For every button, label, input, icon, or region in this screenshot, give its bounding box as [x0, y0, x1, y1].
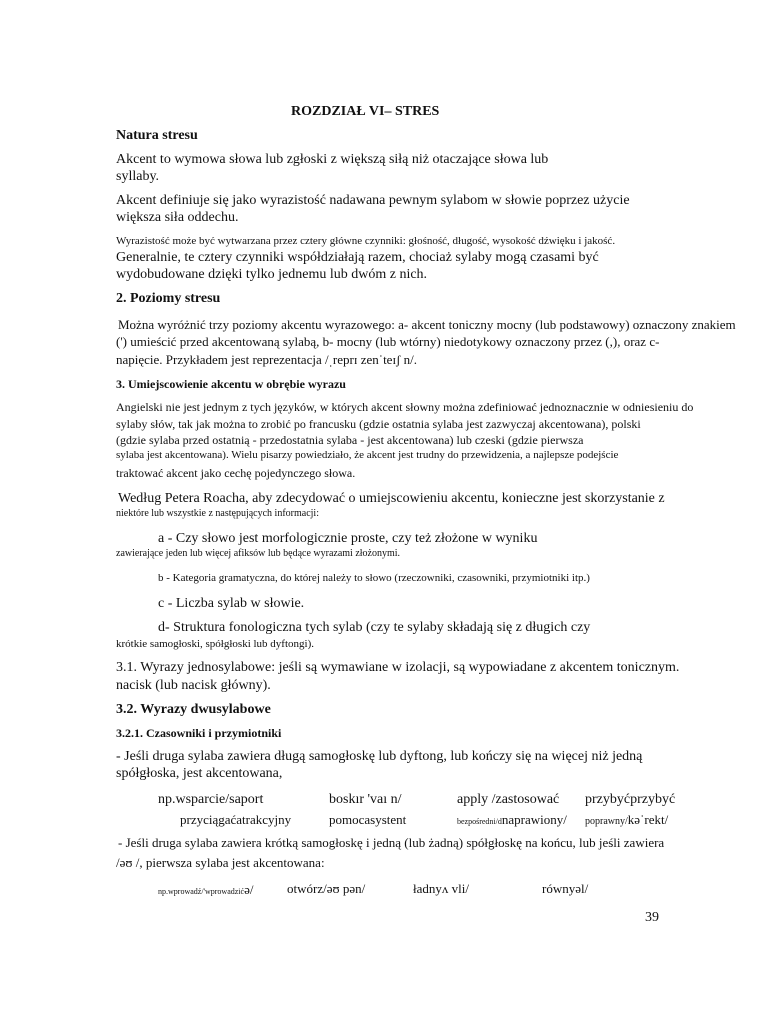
page-number: 39 — [645, 910, 659, 925]
list-item-c: c - Liczba sylab w słowie. — [158, 596, 305, 611]
paragraph-line: (gdzie sylaba przed ostatnią - przedostatnia sylaba - jest akcentowana) lub czeski (gdzie pierwsza — [116, 433, 584, 447]
example-word: otwórz/əʊ pən/ — [287, 881, 366, 896]
paragraph-line: /əʊ /, pierwsza sylaba jest akcentowana: — [116, 855, 325, 870]
list-item-d: d- Struktura fonologiczna tych sylab (czy te sylaby składają się z długich czy — [158, 620, 591, 635]
paragraph-line: - Jeśli druga sylaba zawiera krótką samogłoskę i jedną (lub żadną) spółgłoskę na końcu, lub jeśli zawiera — [118, 835, 665, 850]
section-heading-natura: Natura stresu — [116, 128, 198, 143]
paragraph-line: syllaby. — [116, 169, 160, 184]
example-word: przyciągaćatrakcyjny — [180, 812, 292, 827]
paragraph-line: 3.1. Wyrazy jednosylabowe: jeśli są wymawiane w izolacji, są wypowiadane z akcentem tonicznym. — [116, 660, 680, 675]
example-word: boskır 'vaı n/ — [329, 792, 402, 807]
example-word-small: np.wprowadź/'wprowadzić — [158, 887, 245, 896]
subsection-heading: 3.2.1. Czasowniki i przymiotniki — [116, 726, 282, 740]
example-word-small: poprawny/ — [585, 816, 628, 827]
paragraph-line: (') umieścić przed akcentowaną sylabą, b- mocny (lub wtórny) niedotykowy oznaczony przez (,), oraz c- — [116, 334, 660, 349]
example-word: apply /zastosować — [457, 792, 560, 807]
example-word: ładnyʌ vli/ — [413, 881, 469, 896]
paragraph-line: sylaba jest akcentowana). Wielu pisarzy powiedziało, że akcent jest trudny do przewidzenia, a najlepsze podejście — [116, 449, 619, 461]
example-word: np.wsparcie/saport — [158, 792, 264, 807]
paragraph-line: Angielski nie jest jednym z tych języków, w których akcent słowny można zdefiniować jednoznacznie w odniesieniu do — [116, 400, 694, 414]
section-heading-poziomy: 2. Poziomy stresu — [116, 291, 221, 306]
list-item-a-continuation: zawierające jeden lub więcej afiksów lub będące wyrazami złożonymi. — [116, 548, 401, 559]
example-word: przybyćprzybyć — [585, 792, 676, 807]
example-word — [585, 812, 668, 828]
example-word-large: naprawiony/ — [501, 812, 567, 827]
example-word — [457, 812, 567, 828]
paragraph-line: nacisk (lub nacisk główny). — [116, 678, 271, 693]
paragraph-line: Wyrazistość może być wytwarzana przez cztery główne czynniki: głośność, długość, wysokość dźwięku i jakość. — [116, 235, 616, 247]
paragraph-line: niektóre lub wszystkie z następujących informacji: — [116, 508, 319, 519]
paragraph-line: spółgłoska, jest akcentowana, — [116, 766, 283, 781]
paragraph-line: Akcent to wymowa słowa lub zgłoski z większą siłą niż otaczające słowa lub — [116, 152, 549, 167]
paragraph-line: napięcie. Przykładem jest reprezentacja /ˌreprɪ zenˈteɪʃ n/. — [116, 352, 418, 367]
section-heading-umiejscowienie: 3. Umiejscowienie akcentu w obrębie wyrazu — [116, 377, 346, 391]
list-item-d-continuation: krótkie samogłoski, spółgłoski lub dyftongi). — [116, 638, 314, 650]
chapter-title: ROZDZIAŁ VI– STRES — [291, 104, 440, 119]
paragraph-line: sylaby słów, tak jak można to zrobić po francusku (gdzie ostatnia sylaba jest zazwyczaj akcentowana), polski — [116, 417, 641, 431]
example-word — [158, 882, 253, 898]
paragraph-line: większa siła oddechu. — [116, 210, 239, 225]
paragraph-line: wydobudowane dzięki tylko jednemu lub dwóm z nich. — [116, 267, 428, 282]
example-word-small: bezpośredni/d — [457, 817, 502, 826]
paragraph-line: Według Petera Roacha, aby zdecydować o umiejscowieniu akcentu, konieczne jest skorzystanie z — [118, 491, 665, 506]
example-word: pomocasystent — [329, 812, 407, 827]
example-word-large: ə/ — [244, 882, 254, 897]
paragraph-line: Generalnie, te cztery czynniki współdziałają razem, chociaż sylaby mogą czasami być — [116, 250, 599, 265]
paragraph-line: Akcent definiuje się jako wyrazistość nadawana pewnym sylabom w słowie poprzez użycie — [116, 193, 630, 208]
paragraph-line: traktować akcent jako cechę pojedynczego słowa. — [116, 466, 356, 480]
list-item-a: a - Czy słowo jest morfologicznie proste, czy też złożone w wyniku — [158, 531, 538, 546]
paragraph-line: Można wyróżnić trzy poziomy akcentu wyrazowego: a- akcent toniczny mocny (lub podstawowy) oznaczony znakiem — [118, 317, 736, 332]
example-word-large: kəˈrekt/ — [627, 812, 669, 827]
paragraph-line: - Jeśli druga sylaba zawiera długą samogłoskę lub dyftong, lub kończy się na więcej niż jedną — [116, 749, 643, 764]
section-heading-dwusylabowe: 3.2. Wyrazy dwusylabowe — [116, 702, 271, 717]
example-word: równyəl/ — [542, 881, 589, 896]
list-item-b: b - Kategoria gramatyczna, do której należy to słowo (rzeczowniki, czasowniki, przymiotniki itp.) — [158, 572, 590, 584]
